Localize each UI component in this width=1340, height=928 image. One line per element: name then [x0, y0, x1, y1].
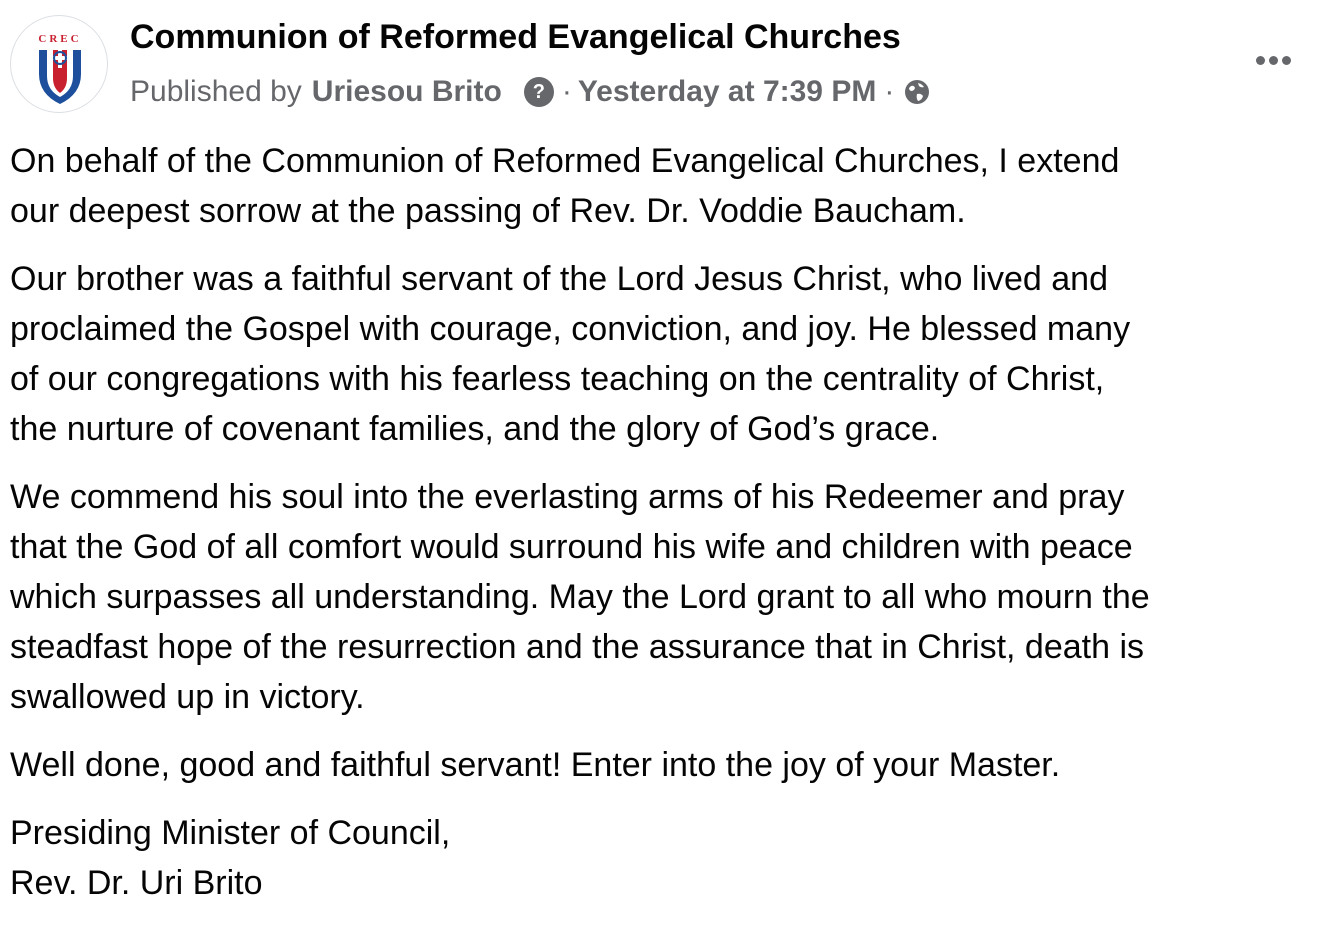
more-options-icon — [1256, 56, 1265, 65]
post-timestamp[interactable]: Yesterday at 7:39 PM — [577, 75, 877, 108]
post-text-line: steadfast hope of the resurrection and the assurance that in Christ, death is — [10, 628, 1145, 666]
post-text-line: Well done, good and faithful servant! Enter into the joy of your Master. — [10, 746, 1061, 784]
post-text-line: the nurture of covenant families, and the glory of God’s grace. — [10, 410, 940, 448]
post-meta — [130, 72, 932, 112]
post-text — [10, 136, 1320, 908]
crec-logo-icon — [11, 16, 108, 113]
logo-lettering: CREC — [38, 33, 82, 45]
post-text-line: proclaimed the Gospel with courage, conviction, and joy. He blessed many — [10, 310, 1131, 348]
help-icon[interactable]: ? — [524, 77, 554, 107]
post-text-line: that the God of all comfort would surround his wife and children with peace — [10, 528, 1133, 566]
post-text-line: Our brother was a faithful servant of the Lord Jesus Christ, who lived and — [10, 260, 1108, 298]
post-text-line: our deepest sorrow at the passing of Rev. Dr. Voddie Baucham. — [10, 192, 966, 230]
page-avatar[interactable] — [10, 15, 108, 113]
post-text-line: We commend his soul into the everlasting arms of his Redeemer and pray — [10, 478, 1125, 516]
signature-line: Presiding Minister of Council, — [10, 814, 451, 852]
publisher-link[interactable]: Uriesou Brito — [311, 75, 502, 108]
post-text-line: of our congregations with his fearless teaching on the centrality of Christ, — [10, 360, 1105, 398]
published-by-label: Published by — [130, 75, 302, 108]
meta-separator: · — [884, 75, 895, 108]
post-signature — [10, 808, 1320, 908]
globe-icon[interactable] — [902, 77, 932, 107]
post-paragraph — [10, 472, 1320, 722]
signature-line: Rev. Dr. Uri Brito — [10, 864, 263, 902]
post-text-line: swallowed up in victory. — [10, 678, 365, 716]
post-paragraph — [10, 136, 1320, 236]
post-paragraph — [10, 254, 1320, 454]
page-name-link[interactable]: Communion of Reformed Evangelical Churches — [130, 18, 901, 56]
post-text-line: which surpasses all understanding. May the Lord grant to all who mourn the — [10, 578, 1150, 616]
post-text-line: On behalf of the Communion of Reformed Evangelical Churches, I extend — [10, 142, 1120, 180]
meta-separator: · — [561, 75, 572, 108]
post-paragraph — [10, 740, 1320, 790]
more-options-button[interactable] — [1244, 42, 1302, 78]
